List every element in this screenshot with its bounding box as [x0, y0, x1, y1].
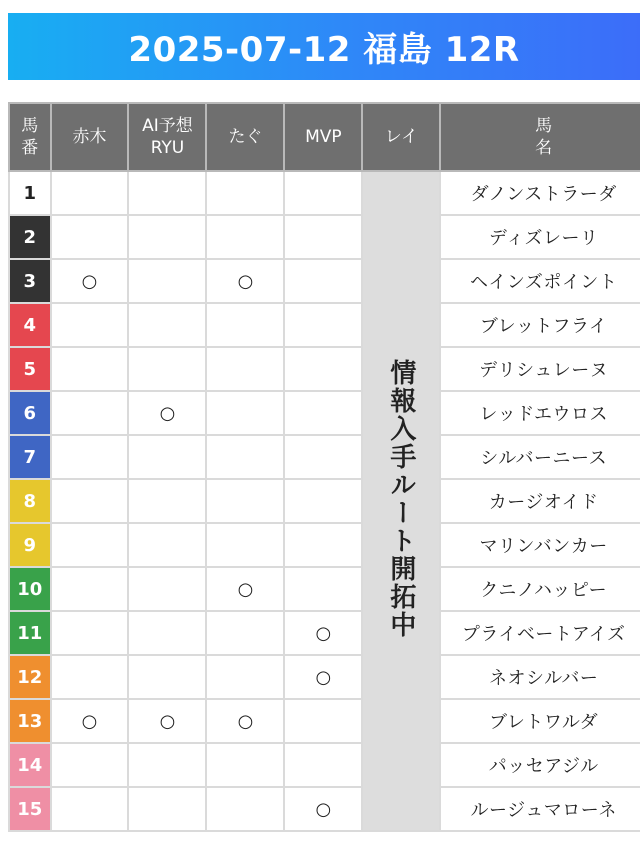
mark-tagu: [206, 347, 284, 391]
mark-mvp: [284, 435, 362, 479]
race-title: 2025-07-12 福島 12R: [128, 30, 520, 70]
mark-akagi: [51, 787, 129, 831]
horse-number: 11: [9, 611, 51, 655]
mark-tagu: [206, 171, 284, 215]
mark-akagi: ○: [51, 699, 129, 743]
table-row: [9, 347, 640, 391]
horse-number: 3: [9, 259, 51, 303]
mark-mvp: [284, 171, 362, 215]
mark-ai: [128, 171, 206, 215]
rei-status-note: 情報入手ルート開拓中: [385, 358, 416, 639]
mark-ai: [128, 523, 206, 567]
table-row: [9, 435, 640, 479]
mark-akagi: [51, 611, 129, 655]
header-ai-ryu: AI予想 RYU: [128, 103, 206, 171]
table-row: [9, 259, 640, 303]
mark-tagu: [206, 303, 284, 347]
mark-ai: [128, 611, 206, 655]
mark-akagi: [51, 435, 129, 479]
horse-number: 13: [9, 699, 51, 743]
horse-name: プライベートアイズ: [440, 611, 640, 655]
horse-name: ディズレーリ: [440, 215, 640, 259]
mark-akagi: [51, 479, 129, 523]
mark-akagi: [51, 347, 129, 391]
mark-mvp: [284, 391, 362, 435]
horse-number: 1: [9, 171, 51, 215]
mark-mvp: ○: [284, 655, 362, 699]
mark-ai: [128, 479, 206, 523]
mark-ai: [128, 743, 206, 787]
horse-name: カージオイド: [440, 479, 640, 523]
mark-mvp: [284, 215, 362, 259]
table-row: [9, 611, 640, 655]
mark-ai: ○: [128, 699, 206, 743]
mark-mvp: [284, 259, 362, 303]
horse-number: 4: [9, 303, 51, 347]
table-row: [9, 787, 640, 831]
mark-ai: ○: [128, 391, 206, 435]
table-row: [9, 743, 640, 787]
horse-number: 14: [9, 743, 51, 787]
horse-number: 9: [9, 523, 51, 567]
mark-ai: [128, 303, 206, 347]
mark-akagi: [51, 171, 129, 215]
mark-tagu: [206, 215, 284, 259]
mark-tagu: [206, 743, 284, 787]
horse-number: 12: [9, 655, 51, 699]
header-rei: レイ: [362, 103, 440, 171]
mark-akagi: [51, 303, 129, 347]
horse-name: ヘインズポイント: [440, 259, 640, 303]
mark-mvp: [284, 479, 362, 523]
mark-mvp: ○: [284, 787, 362, 831]
table-row: [9, 567, 640, 611]
mark-mvp: ○: [284, 611, 362, 655]
horse-number: 5: [9, 347, 51, 391]
table-row: [9, 655, 640, 699]
mark-ai: [128, 215, 206, 259]
mark-mvp: [284, 743, 362, 787]
mark-tagu: [206, 655, 284, 699]
horse-name: ダノンストラーダ: [440, 171, 640, 215]
horse-name: レッドエウロス: [440, 391, 640, 435]
mark-mvp: [284, 303, 362, 347]
horse-name: マリンバンカー: [440, 523, 640, 567]
table-row: [9, 171, 640, 215]
mark-ai: [128, 259, 206, 303]
mark-mvp: [284, 523, 362, 567]
mark-tagu: [206, 435, 284, 479]
horse-name: ブレトワルダ: [440, 699, 640, 743]
mark-akagi: ○: [51, 259, 129, 303]
table-row: [9, 479, 640, 523]
mark-ai: [128, 347, 206, 391]
header-horse-name: 馬 名: [440, 103, 640, 171]
race-title-banner: [8, 13, 640, 80]
mark-akagi: [51, 391, 129, 435]
horse-number: 10: [9, 567, 51, 611]
mark-ai: [128, 655, 206, 699]
mark-akagi: [51, 743, 129, 787]
mark-tagu: [206, 479, 284, 523]
horse-number: 8: [9, 479, 51, 523]
horse-name: ブレットフライ: [440, 303, 640, 347]
table-row: [9, 215, 640, 259]
rei-column-cell: [362, 171, 440, 831]
mark-mvp: [284, 699, 362, 743]
mark-tagu: ○: [206, 259, 284, 303]
mark-tagu: ○: [206, 699, 284, 743]
horse-number: 7: [9, 435, 51, 479]
header-row: [9, 103, 640, 171]
table-row: [9, 391, 640, 435]
horse-name: クニノハッピー: [440, 567, 640, 611]
horse-name: デリシュレーヌ: [440, 347, 640, 391]
mark-mvp: [284, 347, 362, 391]
header-mvp: MVP: [284, 103, 362, 171]
prediction-table: [8, 102, 640, 832]
horse-name: ルージュマローネ: [440, 787, 640, 831]
mark-tagu: ○: [206, 567, 284, 611]
mark-akagi: [51, 215, 129, 259]
horse-name: パッセアジル: [440, 743, 640, 787]
horse-name: シルバーニース: [440, 435, 640, 479]
mark-ai: [128, 567, 206, 611]
mark-tagu: [206, 611, 284, 655]
table-row: [9, 303, 640, 347]
mark-akagi: [51, 523, 129, 567]
horse-name: ネオシルバー: [440, 655, 640, 699]
table-row: [9, 699, 640, 743]
table-row: [9, 523, 640, 567]
mark-mvp: [284, 567, 362, 611]
mark-akagi: [51, 655, 129, 699]
horse-number: 2: [9, 215, 51, 259]
header-umaban: 馬 番: [9, 103, 51, 171]
horse-number: 15: [9, 787, 51, 831]
header-akagi: 赤木: [51, 103, 129, 171]
mark-ai: [128, 787, 206, 831]
header-tagu: たぐ: [206, 103, 284, 171]
mark-tagu: [206, 391, 284, 435]
horse-number: 6: [9, 391, 51, 435]
mark-akagi: [51, 567, 129, 611]
mark-ai: [128, 435, 206, 479]
mark-tagu: [206, 787, 284, 831]
mark-tagu: [206, 523, 284, 567]
